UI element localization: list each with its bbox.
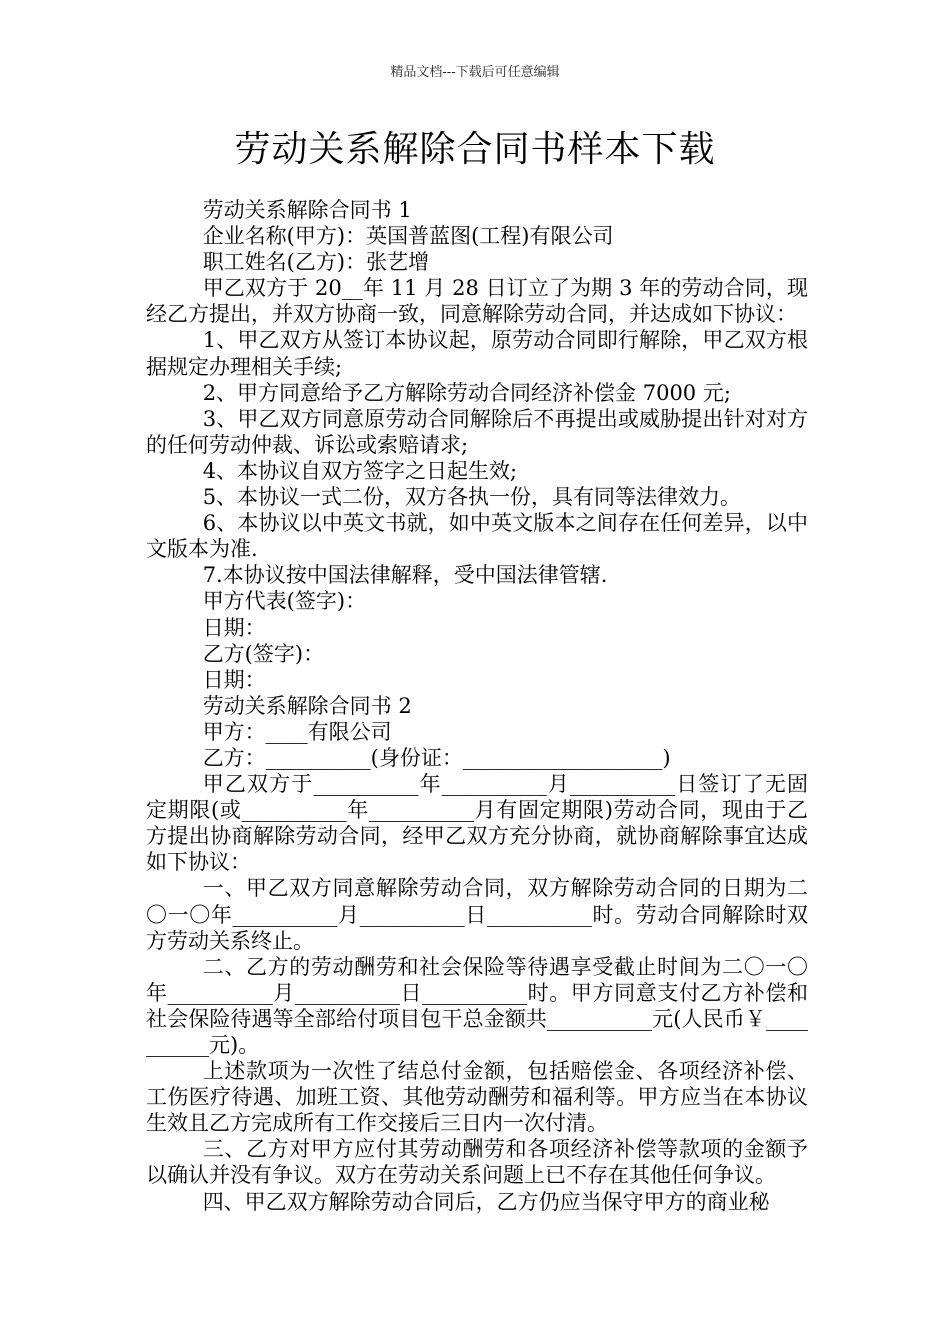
payment-paragraph: 上述款项为一次性了结总付金额，包括赔偿金、各项经济补偿、工伤医疗待遇、加班工资、其他劳动酬劳和福利等。甲方应当在本协议生效且乙方完成所有工作交接后三日内一次付清。 bbox=[146, 1059, 808, 1136]
party-a-company-line: 甲方：____有限公司 bbox=[202, 719, 392, 744]
clause-4: 4、本协议自双方签字之日起生效; bbox=[202, 458, 518, 483]
clause-6: 6、本协议以中英文书就，如中英文版本之间存在任何差异，以中文版本为准. bbox=[146, 511, 808, 562]
section-heading-1: 劳动关系解除合同书 1 bbox=[202, 198, 412, 222]
article-2: 二、乙方的劳动酬劳和社会保险等待遇享受截止时间为二〇一〇年__________月__________日__________时。甲方同意支付乙方补偿和社会保险待遇等全部给付项目包干总金额共__________元(人民币￥__________元)。 bbox=[146, 954, 808, 1057]
header-note: 精品文档---下载后可任意编辑 bbox=[390, 65, 560, 80]
party-a-line: 企业名称(甲方)：英国普蓝图(工程)有限公司 bbox=[202, 224, 614, 249]
clause-2: 2、甲方同意给予乙方解除劳动合同经济补偿金 7000 元; bbox=[202, 380, 731, 405]
party-b-id-line: 乙方：__________(身份证：___________________) bbox=[202, 745, 671, 770]
intro-paragraph: 甲乙双方于 20__年 11 月 28 日订立了为期 3 年的劳动合同，现经乙方提出，并双方协商一致，同意解除劳动合同，并达成如下协议： bbox=[146, 276, 808, 327]
section-heading-2: 劳动关系解除合同书 2 bbox=[202, 693, 412, 718]
article-4: 四、甲乙双方解除劳动合同后，乙方仍应当保守甲方的商业秘 bbox=[202, 1189, 770, 1214]
signature-party-b: 乙方(签字)： bbox=[202, 641, 325, 666]
clause-7: 7.本协议按中国法律解释，受中国法律管辖. bbox=[202, 563, 608, 588]
document-body bbox=[146, 197, 808, 1215]
article-3: 三、乙方对甲方应付其劳动酬劳和各项经济补偿等款项的金额予以确认并没有争议。双方在劳动关系问题上已不存在其他任何争议。 bbox=[146, 1137, 808, 1188]
clause-3: 3、甲乙双方同意原劳动合同解除后不再提出或威胁提出针对对方的任何劳动仲裁、诉讼或索赔请求; bbox=[146, 406, 808, 457]
document-title: 劳动关系解除合同书样本下载 bbox=[234, 129, 716, 170]
contract-intro-paragraph: 甲乙双方于__________年__________月__________日签订了无固定期限(或__________年__________月有固定期限)劳动合同，现由于乙方提出协商解除劳动合同，经甲乙双方充分协商，就协商解除事宜达成如下协议： bbox=[146, 772, 808, 875]
clause-1: 1、甲乙双方从签订本协议起，原劳动合同即行解除，甲乙双方根据规定办理相关手续; bbox=[146, 328, 808, 379]
article-1: 一、甲乙双方同意解除劳动合同，双方解除劳动合同的日期为二〇一〇年__________月__________日__________时。劳动合同解除时双方劳动关系终止。 bbox=[146, 876, 808, 953]
date-line-b: 日期： bbox=[202, 667, 266, 692]
signature-party-a: 甲方代表(签字)： bbox=[202, 589, 367, 614]
party-b-line: 职工姓名(乙方)：张艺增 bbox=[202, 250, 430, 275]
clause-5: 5、本协议一式二份，双方各执一份，具有同等法律效力。 bbox=[202, 485, 742, 510]
date-line-a: 日期： bbox=[202, 615, 266, 640]
